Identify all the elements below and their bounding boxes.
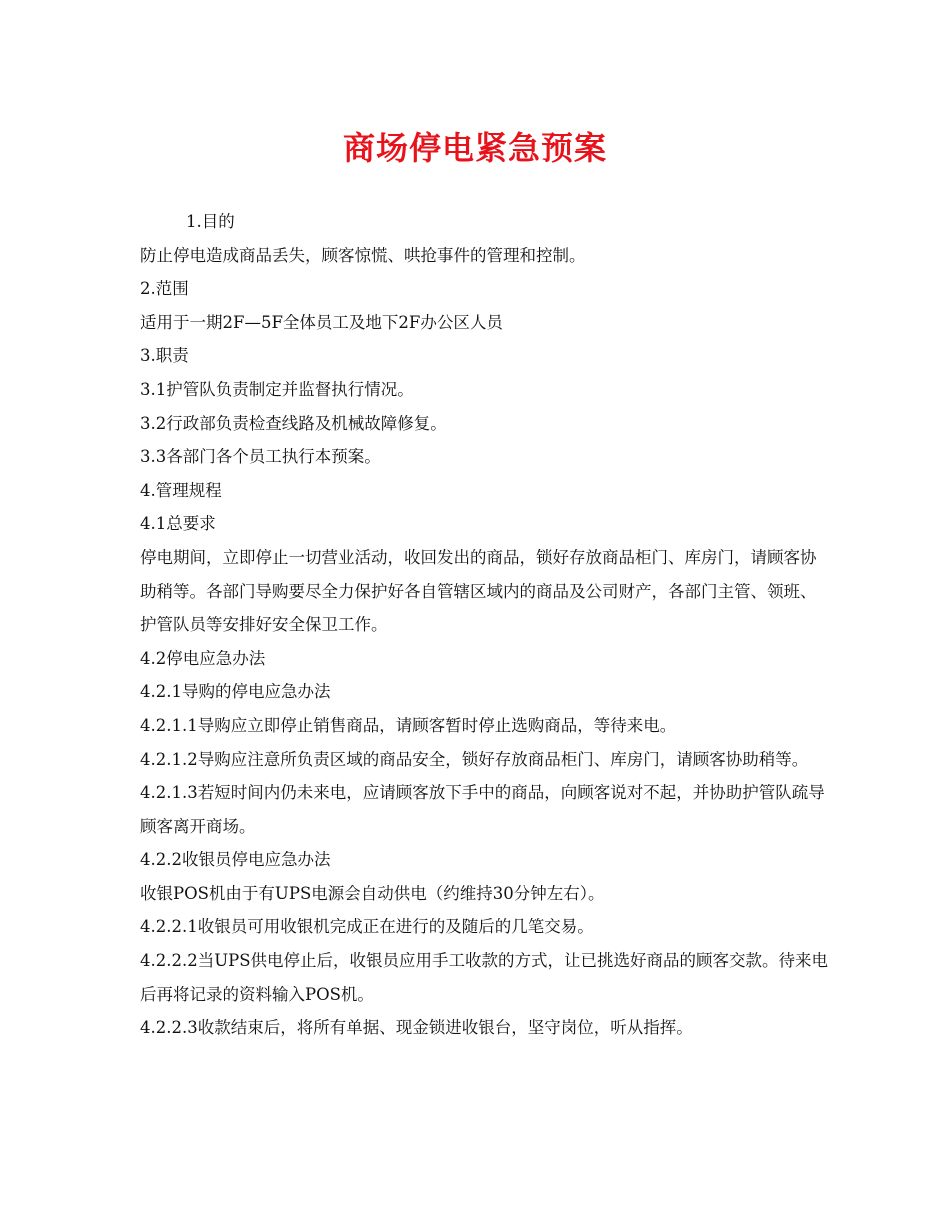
paragraph-4-2-2-2: 4.2.2.2当UPS供电停止后，收银员应用手工收款的方式，让已挑选好商品的顾客交款。待来电后再将记录的资料输入POS机。 — [140, 951, 829, 1004]
paragraph-4-2-2-3: 4.2.2.3收款结束后，将所有单据、现金锁进收银台，坚守岗位，听从指挥。 — [140, 1018, 693, 1038]
document-body — [140, 205, 830, 1045]
paragraph-3-3: 3.3各部门各个员工执行本预案。 — [140, 447, 381, 467]
paragraph-scope: 适用于一期2F—5F全体员工及地下2F办公区人员 — [140, 312, 503, 332]
section-heading-purpose: 1.目的 — [186, 212, 235, 231]
document-title: 商场停电紧急预案 — [342, 129, 607, 167]
paragraph-pos-ups: 收银POS机由于有UPS电源会自动供电（约维持30分钟左右）。 — [140, 883, 605, 903]
subheading-4-1: 4.1总要求 — [140, 514, 216, 534]
section-heading-responsibilities: 3.职责 — [140, 346, 189, 366]
section-heading-management: 4.管理规程 — [140, 480, 222, 500]
section-heading-scope: 2.范围 — [140, 279, 189, 299]
subheading-4-2-1: 4.2.1导购的停电应急办法 — [140, 682, 331, 702]
paragraph-4-2-2-1: 4.2.2.1收银员可用收银机完成正在进行的及随后的几笔交易。 — [140, 917, 594, 937]
paragraph-general-requirements: 停电期间，立即停止一切营业活动，收回发出的商品，锁好存放商品柜门、库房门，请顾客协助稍等。各部门导购要尽全力保护好各自管辖区域内的商品及公司财产，各部门主管、领班、护管队员等安排好安全保卫工作。 — [140, 547, 817, 635]
paragraph-purpose: 防止停电造成商品丢失，顾客惊慌、哄抢事件的管理和控制。 — [140, 245, 586, 265]
subheading-4-2-2: 4.2.2收银员停电应急办法 — [140, 850, 331, 870]
paragraph-4-2-1-2: 4.2.1.2导购应注意所负责区域的商品安全，锁好存放商品柜门、库房门，请顾客协助稍等。 — [140, 749, 809, 769]
subheading-4-2: 4.2停电应急办法 — [140, 648, 266, 668]
paragraph-3-2: 3.2行政部负责检查线路及机械故障修复。 — [140, 413, 447, 433]
paragraph-4-2-1-1: 4.2.1.1导购应立即停止销售商品，请顾客暂时停止选购商品，等待来电。 — [140, 715, 677, 735]
paragraph-4-2-1-3: 4.2.1.3若短时间内仍未来电，应请顾客放下手中的商品，向顾客说对不起，并协助护管队疏导顾客离开商场。 — [140, 783, 825, 836]
paragraph-3-1: 3.1护管队负责制定并监督执行情况。 — [140, 379, 414, 399]
